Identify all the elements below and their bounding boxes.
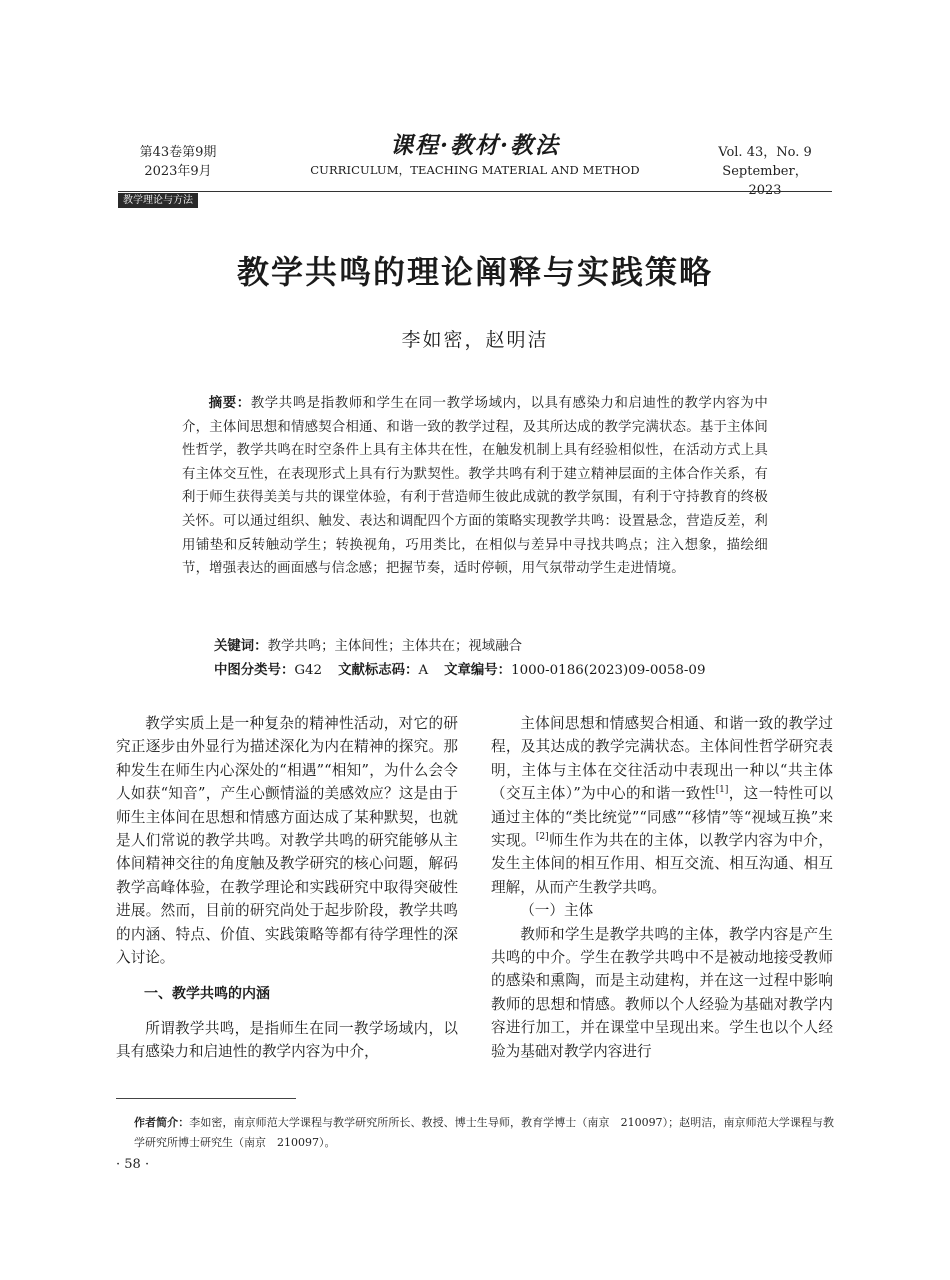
article-title: 教学共鸣的理论阐释与实践策略	[236, 253, 713, 291]
issue-date-cn: 2023年9月	[144, 164, 212, 179]
article-number-value: 1000-0186(2023)09-0058-09	[511, 663, 706, 678]
volume-issue: 第43卷第9期	[139, 145, 217, 160]
section-tag: 教学理论与方法	[118, 193, 198, 208]
abstract-text: 教学共鸣是指教师和学生在同一教学场域内，以具有感染力和启迪性的教学内容为中介，主体间思想和情感契合相通、和谐一致的教学过程，及其所达成的教学完满状态。基于主体间性哲学，教学共鸣在时空条件上具有主体共在性，在触发机制上具有经验相似性，在活动方式上具有主体交互性，在表现形式上具有行为默契性。教学共鸣有利于建立精神层面的主体合作关系，有利于师生获得美美与共的课堂体验，有利于营造师生彼此成就的教学氛围，有利于守持教育的终极关怀。可以通过组织、触发、表达和调配四个方面的策略实现教学共鸣：设置悬念，营造反差，利用铺垫和反转触动学生；转换视角，巧用类比，在相似与差异中寻找共鸣点；注入想象，描绘细节，增强表达的画面感与信念感；把握节奏，适时停顿，用气氛带动学生走进情境。	[182, 396, 768, 577]
abstract-label: 摘要：	[208, 396, 251, 411]
definition-paragraph: 所谓教学共鸣，是指师生在同一教学场域内，以具有感染力和启迪性的教学内容为中介，	[116, 1019, 458, 1061]
citation-1[interactable]: [1]	[715, 785, 729, 796]
footnote-text: 李如密，南京师范大学课程与教学研究所所长、教授、博士生导师，教育学博士（南京 210097）；赵明洁，南京师范大学课程与教学研究所博士研究生（南京 210097）。	[134, 1116, 834, 1149]
clc-value: G42	[294, 663, 323, 678]
journal-masthead	[300, 132, 650, 178]
article-number-label: 文章编号：	[444, 663, 512, 678]
citation-2[interactable]: [2]	[535, 832, 549, 843]
subject-paragraph: 教师和学生是教学共鸣的主体，教学内容是产生共鸣的中介。学生在教学共鸣中不是被动地接受教师的感染和熏陶，而是主动建构，并在这一过程中影响教师的思想和情感。教师以个人经验为基础对教学内容进行加工，并在课堂中呈现出来。学生也以个人经验为基础对教学内容进行	[491, 925, 833, 1060]
article-authors: 李如密，赵明洁	[401, 329, 549, 351]
journal-logo: 课程·教材·教法	[389, 132, 560, 159]
keywords	[214, 635, 774, 659]
keywords-label: 关键词：	[214, 639, 268, 654]
classification-line	[214, 659, 774, 683]
author-footnote	[134, 1113, 834, 1153]
doc-code-value: A	[418, 663, 429, 678]
definition-text-a: 主体间思想和情感契合相通、和谐一致的教学过程，及其达成的教学完满状态。主体间性哲学研究表明，主体与主体在交往活动中表现出一种以“共主体（交互主体）”为中心的和谐一致性	[491, 715, 833, 803]
intro-paragraph: 教学实质上是一种复杂的精神性活动，对它的研究正逐步由外显行为描述深化为内在精神的探究。那种发生在师生内心深处的“相遇”“相知”，为什么会令人如获“知音”，产生心颤情溢的美感效应？这是由于师生主体间在思想和情感方面达成了某种默契，也就是人们常说的教学共鸣。对教学共鸣的研究能够从主体间精神交往的角度触及教学研究的核心问题，解码教学高峰体验，在教学理论和实践研究中取得突破性进展。然而，目前的研究尚处于起步阶段，教学共鸣的内涵、特点、价值、实践策略等都有待学理性的深入讨论。	[116, 715, 458, 967]
volume-issue-en: Vol. 43，No. 9	[718, 145, 812, 160]
page-number: · 58 ·	[116, 1157, 150, 1172]
doc-code-label: 文献标志码：	[338, 663, 419, 678]
section-heading-1: 一、教学共鸣的内涵	[144, 986, 270, 1003]
footnote-rule	[116, 1098, 296, 1099]
definition-text-b: ，这一特性可以通过主体的“类比统觉”“同感”“移情”等“视域互换”来实现。	[491, 785, 833, 850]
definition-continued-paragraph	[491, 712, 833, 899]
issue-date-en: September，2023	[722, 164, 808, 198]
header-rule	[118, 191, 832, 192]
body-column-right	[491, 712, 833, 1063]
footnote-label: 作者简介：	[134, 1116, 190, 1129]
journal-name-en: CURRICULUM，TEACHING MATERIAL AND METHOD	[310, 163, 640, 177]
body-column-left	[116, 712, 458, 1064]
journal-issue-cn	[132, 143, 224, 181]
definition-text-c: 师生作为共在的主体，以教学内容为中介，发生主体间的相互作用、相互交流、相互沟通、相互理解，从而产生教学共鸣。	[491, 832, 833, 896]
abstract	[182, 392, 768, 581]
keywords-text: 教学共鸣；主体间性；主体共在；视域融合	[267, 639, 522, 654]
subsection-heading-1: （一）主体	[520, 902, 594, 920]
clc-label: 中图分类号：	[214, 663, 295, 678]
